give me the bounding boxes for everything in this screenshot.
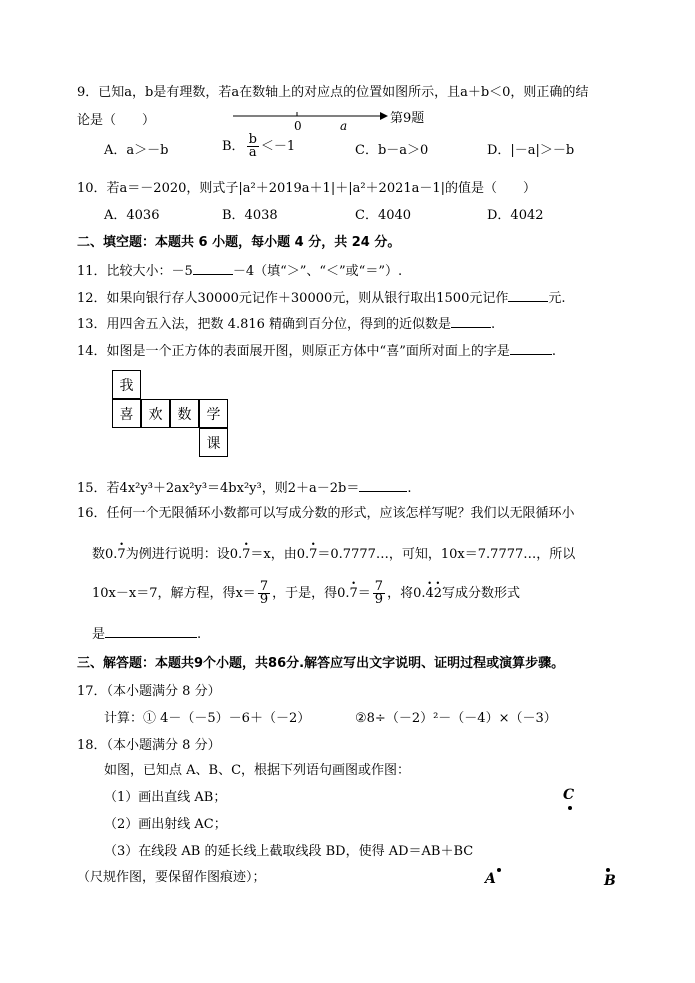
q9-stem-line2: 论是（ ） [77, 113, 156, 128]
q10-option-c: C．4040 [355, 208, 412, 223]
q16-fraction-1-den: 9 [259, 592, 269, 607]
q9-option-b-numerator: b [248, 132, 257, 147]
q16-l2-repeating-digit: • 7 [117, 546, 125, 564]
q11-answer-blank[interactable] [193, 261, 233, 275]
q13-suffix: . [491, 317, 496, 332]
q16-l3-e: ，将0. [387, 586, 426, 601]
q16-line1: 16．任何一个无限循环小数都可以写成分数的形式，应该怎样写呢？我们以无限循环小 [77, 506, 575, 521]
q15-prefix: 15．若4x²y³＋2ax²y³＝4bx²y³，则2＋a－2b＝ [77, 481, 360, 496]
q12-prefix: 12．如果向银行存人30000元记作＋30000元，则从银行取出1500元记作 [77, 291, 509, 306]
q16-line2 [92, 546, 575, 564]
q18-step-3: （3）在线段 AB 的延长线上截取线段 BD，使得 AD＝AB＋BC [104, 844, 474, 859]
q9-option-b-suffix: ＜－1 [260, 139, 296, 154]
cube-net-cell-5: 学 [199, 399, 228, 428]
q16-fraction-2-den: 9 [374, 592, 384, 607]
q10-option-b: B．4038 [222, 208, 278, 223]
q10-stem: 10．若a＝－2020，则式子|a²＋2019a＋1|＋|a²＋2021a－1|的值是（ ） [77, 181, 537, 196]
q13 [77, 314, 495, 334]
point-a-label: A [485, 871, 496, 887]
q17-title: 17．（本小题满分 8 分） [77, 684, 221, 699]
cube-net-cell-1: 我 [112, 370, 141, 399]
q16-l4-prefix: 是 [92, 627, 106, 642]
point-c-dot [568, 806, 572, 810]
q9-option-c: C．b－a＞0 [355, 143, 429, 158]
cube-net-cell-2: 喜 [112, 399, 141, 428]
q16-l2-repeating-digit-3: • 7 [309, 546, 317, 564]
q16-l3-h: 写成分数形式 [442, 586, 521, 601]
q18-intro: 如图，已知点 A、B、C，根据下列语句画图或作图： [104, 763, 411, 778]
q10-option-d: D．4042 [487, 208, 544, 223]
q14-answer-blank[interactable] [510, 341, 552, 355]
q14-prefix: 14．如图是一个正方体的表面展开图，则原正方体中“喜”面所对面上的字是 [77, 344, 510, 359]
q12-suffix: 元. [548, 291, 566, 306]
q16-fraction-2 [373, 581, 385, 606]
q15-suffix: . [407, 481, 412, 496]
q9-option-a: A．a＞－b [104, 143, 169, 158]
q16-answer-blank[interactable] [105, 624, 197, 638]
q12 [77, 288, 565, 308]
q16-l3-repeating-digit: • 7 [350, 579, 358, 609]
q16-l2-repeating-digit-2: • 7 [242, 546, 250, 564]
q16-l4-suffix: . [197, 627, 202, 642]
q16-fraction-1-num: 7 [259, 579, 269, 594]
q9-stem-line1: 9．已知a，b是有理数，若a在数轴上的对应点的位置如图所示，且a＋b＜0，则正确的结 [77, 85, 589, 100]
q18-step-4: （尺规作图，要保留作图痕迹）； [77, 870, 266, 885]
section-2-heading: 二、填空题：本题共 6 小题，每小题 4 分，共 24 分。 [77, 235, 401, 250]
q9-option-b-denominator: a [248, 145, 257, 160]
q15 [77, 478, 411, 498]
point-b-label: B [604, 873, 616, 889]
q18-step-1: （1）画出直线 AB； [104, 790, 227, 805]
number-line [230, 108, 390, 128]
q15-answer-blank[interactable] [359, 478, 407, 492]
q14-suffix: . [551, 344, 556, 359]
q9-figure-label: 第9题 [390, 111, 425, 126]
q16-l2-e: ＝x，由0. [250, 547, 310, 562]
q17-calc-1: 计算：① 4－（－5）－6＋（－2） [104, 711, 311, 726]
q17-calc-2: ②8÷（－2）²－（－4）×（－3） [355, 711, 557, 726]
q16-line3 [92, 579, 520, 609]
q11-suffix: －4（填“＞”、“＜”或“＝”）. [232, 264, 403, 279]
cube-net-cell-4: 数 [170, 399, 199, 428]
cube-net-cell-3: 欢 [141, 399, 170, 428]
q14-stem [77, 341, 556, 361]
q16-l3-d: ＝ [357, 586, 371, 601]
q13-prefix: 13．用四舍五入法，把数 4.816 精确到百分位，得到的近似数是 [77, 317, 452, 332]
q9-option-b-prefix: B． [222, 139, 245, 154]
q11 [77, 261, 402, 281]
q16-fraction-1 [258, 581, 270, 606]
q16-l3-b: ，于是，得0. [272, 586, 350, 601]
q9-option-b-fraction [247, 134, 259, 159]
q13-answer-blank[interactable] [451, 314, 491, 328]
q16-l2-a: 数0. [92, 547, 118, 562]
q18-step-2: （2）画出射线 AC； [104, 817, 227, 832]
section-3-heading: 三、解答题：本题共9个小题，共86分.解答应写出文字说明、证明过程或演算步骤。 [77, 656, 565, 671]
q12-answer-blank[interactable] [508, 288, 548, 302]
q16-l3-a: 10x－x＝7，解方程，得x＝ [92, 586, 256, 601]
q9-option-d: D．|－a|＞－b [487, 143, 575, 158]
cube-net-cell-6: 课 [199, 428, 228, 457]
point-a-dot [497, 868, 501, 872]
point-b-dot [606, 868, 610, 872]
q10-option-a: A．4036 [104, 208, 160, 223]
point-c-label: C [563, 787, 575, 803]
q16-l3-repeating-digit-2b: • 2 [434, 579, 442, 609]
q16-fraction-2-num: 7 [374, 579, 384, 594]
q11-prefix: 11．比较大小：－5 [77, 264, 193, 279]
q16-l2-c: 为例进行说明：设0. [125, 547, 243, 562]
q16-line4 [92, 624, 201, 644]
q9-option-b [222, 134, 295, 159]
q16-l2-g: ＝0.7777…，可知，10x＝7.7777…，所以 [317, 547, 576, 562]
number-line-a-label: a [340, 119, 348, 133]
number-line-zero-label: 0 [294, 119, 302, 133]
q16-l3-repeating-digit-4: • 4 [425, 579, 433, 609]
q18-title: 18．（本小题满分 8 分） [77, 738, 221, 753]
